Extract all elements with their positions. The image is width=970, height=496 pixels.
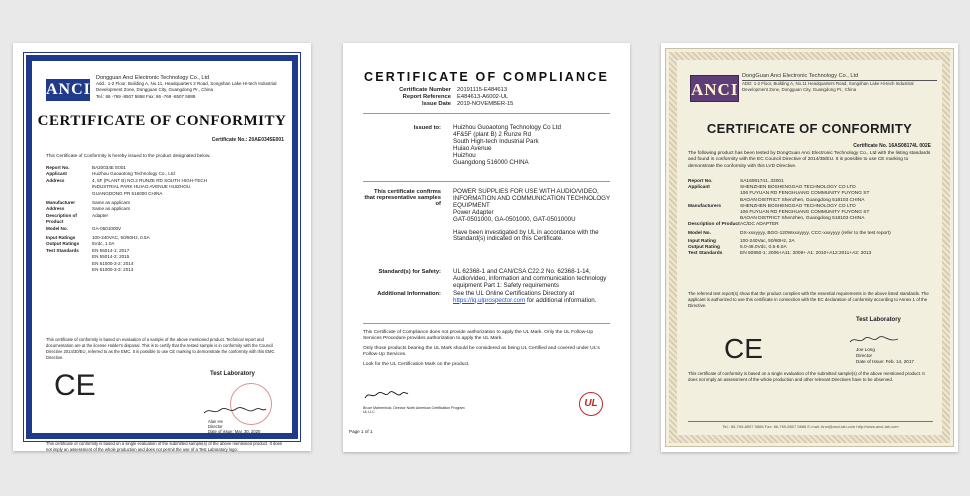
field-value: SA16081741. 32001: [740, 179, 784, 184]
field-value: Same as applicant: [92, 206, 130, 212]
issued-to-value: Huizhou Guoaotong Technology Co Ltd 4F&5F (plant B) 2 Runze Rd South High-tech Industrial Park Huiao Avenue Huizhou Guangdong 516000 CHINA: [453, 124, 561, 166]
ul-mark-icon: UL: [579, 392, 603, 416]
additional-info-label: Additional Information:: [377, 290, 441, 297]
field-row: [688, 222, 935, 228]
field-label: Report No.: [46, 165, 70, 170]
field-label: Output Ratings: [46, 241, 80, 247]
additional-info-suffix: for additional information.: [525, 296, 597, 304]
divider: [363, 113, 610, 114]
field-label: Model No.: [688, 230, 711, 236]
company-contact: Tel.: 86-769-8507 5868 Fax: 86-769-8507 5888 E-mail: Anci@anci-lab.com http://www.anci-lab.com: [688, 421, 933, 429]
field-label: Input Rating: [688, 238, 716, 244]
standards-value: UL 62368-1 and CAN/CSA C22.2 No. 62368-1-14, Audio/video, information and communication technology equipment Part 1: Safety requirements: [453, 268, 607, 289]
field-value: EN 55014-1: 2017 EN 55014-2: 2015 EN 61000-3-2: 2014 EN 61000-3-3: 2013: [92, 247, 134, 273]
certificate-notice: The referred test report(s) show that the product complies with the essential requirements in the above listed standards. The applicant is authorized to use this certificate in connection with the EC declaration of conformity according to Annex 1 of the Directive.: [688, 291, 929, 308]
issue-date: Date of issue: Mar. 30, 2020: [208, 429, 261, 435]
field-label: Manufacturers: [688, 203, 722, 209]
note-look-for-mark: Look for the UL Certification Mark on the product.: [363, 362, 470, 367]
header-label: Report Reference: [402, 94, 451, 100]
field-row: [688, 251, 935, 257]
investigated-statement: Have been investigated by UL in accordance with the Standard(s) indicated on this Certificate.: [453, 228, 599, 243]
signer-block: [208, 419, 260, 435]
field-label: Address: [46, 177, 65, 183]
signature-icon: [363, 389, 409, 401]
certificate-fields: [46, 165, 286, 274]
certificate-title: CERTIFICATE OF CONFORMITY: [706, 121, 913, 136]
standards-section: [363, 269, 615, 305]
certificate-card-anci-lvd[interactable]: [661, 43, 958, 452]
field-value: SHENZHEN BOSHENGGAO TECHNOLOGY CO LTD 106 FUYUAN RD FENGHUANG COMMUNITY FUYONG ST BAOAN DISTRICT Shenzhen, Guangdong 518103 CHINA: [740, 203, 870, 222]
field-row: [46, 213, 286, 226]
signer-title: Director: [856, 353, 873, 358]
certificate-border: [665, 48, 954, 447]
signer-block: [363, 388, 465, 414]
signer-block: [856, 347, 914, 365]
company-contact: Tel.: 86 -769 -8507 5868 Fax: 86 -769 -8507 5888: [96, 93, 196, 99]
issue-date: Date of Issue: Feb. 14, 2017: [856, 359, 914, 364]
company-name: DongGuan Anci Electronic Technology Co., Ltd: [742, 73, 859, 79]
anci-logo: ANCI: [690, 75, 739, 102]
certificate-fields: [688, 179, 935, 257]
field-value: 5Vdc, 1.0A: [92, 241, 115, 247]
field-label: Description of Product: [688, 222, 740, 228]
divider: [363, 181, 610, 182]
certificate-intro: This Certificate of Conformity is hereby issued to the product designated below.: [46, 153, 211, 158]
field-value: SHENZHEN BOSHENGGAO TECHNOLOGY CO LTD 106 FUYUAN RD FENGHUANG COMMUNITY FUYONG ST BAOAN DISTRICT Shenzhen, Guangdong 518103 CHINA: [740, 185, 870, 203]
field-row: [688, 204, 935, 223]
certificate-card-ul[interactable]: [343, 43, 630, 452]
field-value: Same as applicant: [92, 200, 130, 206]
header-label: Certificate Number: [399, 87, 451, 93]
header-value: 2019-NOVEMBER-15: [457, 101, 514, 107]
confirms-label: This certificate confirms that representative samples of: [364, 189, 441, 207]
anci-logo: ANCI: [46, 79, 90, 101]
field-label: Applicant: [46, 171, 67, 177]
certificate-card-anci-emc[interactable]: [13, 43, 311, 451]
header-row: [363, 87, 611, 94]
signer-name: Bruce Mahrenholz, Director North American Certification Program: [363, 406, 465, 410]
signature-icon: [202, 406, 268, 416]
certificate-number: Certificate No.: 20AE0345E001: [211, 137, 284, 143]
certificate-intro: The following product has been tested by DongGuan Anci Electronic Technology Co., Ltd with the listing standards and found in conformity with the EC Council Directive of 2014/35/EU. It is possible to use CE marking to demonstrate the conformity with this LVD Directive.: [688, 151, 931, 169]
header-label: Issue Date: [422, 101, 451, 107]
additional-info-text: See the UL Online Certifications Directory at: [453, 289, 575, 297]
certificate-notice: This certificate of conformity is based on evaluation of a sample of the above mentioned product. Technical report and documentation are at the license Holder's disposal. This is to certify that the tested sample is in conformity with the Council Directive 2014/30/EU, referred to as the EMC. It is possible to use CE marking to demonstrate the conformity with this EMC Directive.: [46, 337, 275, 360]
signer-name: Alan He: [208, 419, 223, 424]
company-address: Add.: 1-2 Floor, Building A, No.11, Headquarters 2 Road, Songshan Lake Hi-tech Industrial Development Zone, Dongguan City, Guangdong Pr., China: [96, 81, 277, 93]
signer-name: Joe Long: [856, 347, 875, 352]
field-row: [46, 178, 286, 197]
header-row: [363, 94, 611, 101]
field-value: Adapter: [92, 212, 109, 218]
company-header: [742, 73, 937, 93]
field-value: Huizhou Guoaotong Technology Co., Ltd: [92, 171, 175, 177]
field-value: 100-240VAC, 50/60Hz, 0.5A: [92, 235, 150, 241]
ce-mark-icon: CE: [724, 333, 763, 364]
field-label: Output Rating: [688, 245, 720, 251]
certificate-notes: [363, 330, 612, 368]
company-name: Dongguan Anci Electronic Technology Co., Ltd: [96, 75, 210, 81]
field-row: [688, 231, 935, 237]
certificate-title: CERTIFICATE OF COMPLIANCE: [363, 70, 610, 84]
header-row: [363, 101, 611, 108]
product-description: POWER SUPPLIES FOR USE WITH AUDIO/VIDEO, INFORMATION AND COMMUNICATION TECHNOLOGY EQUIPMENT Power Adapter GAT-0501000, GA-0501000, GAT-0501000U: [453, 188, 610, 223]
note-follow-up: Only those products bearing the UL Mark should be considered as being UL Certified and covered under UL's Follow-Up Services.: [363, 346, 600, 357]
ce-mark-icon: CE: [54, 369, 96, 402]
test-laboratory-label: Test Laboratory: [856, 317, 901, 323]
field-label: Manufacturer: [46, 200, 76, 206]
company-header: [96, 75, 286, 100]
header-value: 20191115-E484613: [457, 87, 508, 93]
company-address: ADD: 1-2 Floor, Building A, No.11 Headquarters Road, Songshan Lake Hi-tech Industrial Development Zone, Dongguan City, Guangdong Pr., China: [742, 81, 914, 92]
field-value: AC/DC ADAPTER: [740, 222, 779, 228]
field-row: [688, 185, 935, 204]
field-value: 4, 5F (PLANT B) NO.2 RUNZE RD SOUTH HIGH-TECH INDUSTRIAL PARK HUIAO AVENUE HUIZHOU GUANGDONG PR 516000 CHINA: [92, 177, 208, 196]
header-value: E484613-A6002-UL: [457, 94, 509, 100]
field-value: DX-xxxyyyy, BGG-120Wxxxyyyy, CCC-xxxyyyy (refer to the test report): [740, 230, 891, 236]
field-label: Report No.: [688, 179, 713, 184]
field-label: Test Standards: [688, 251, 723, 257]
field-value: BA20034E E001: [92, 165, 126, 170]
field-row: [46, 226, 286, 232]
field-label: Input Ratings: [46, 235, 76, 241]
field-label: Test Standards: [46, 247, 79, 253]
issued-to-section: [363, 125, 615, 166]
certificate-number: Certificate No. 16AS08174L 002E: [853, 143, 931, 149]
product-section: [363, 189, 615, 243]
note-authorization: This Certificate of Compliance does not provide authorization to apply the UL Mark. Only the UL Follow-Up Services Procedure provides authorization to apply the UL Mark.: [363, 330, 594, 341]
certificate-footnote: This certificate of conformity is based on a single evaluation of the submitted sample(s) of the above mentioned product. It does not imply an assessment of the whole production and does not permit the use of a Test Laboratory logo.: [46, 441, 283, 452]
test-laboratory-label: Test Laboratory: [210, 371, 255, 377]
divider: [363, 323, 610, 324]
signer-org: UL LLC: [363, 410, 375, 415]
field-row: [46, 248, 286, 274]
issued-to-label: Issued to:: [413, 125, 441, 131]
field-value: EN 60950-1: 2006+A11: 2009+ A1: 2010+A12:2011+A2: 2013: [740, 251, 872, 257]
page-number: Page 1 of 1: [349, 429, 373, 434]
field-value: 5.0-48.0Vdc, 0.5-8.0A: [740, 245, 787, 251]
signature-icon: [848, 335, 900, 345]
signer-title: Director: [208, 424, 223, 430]
certificate-header: [363, 87, 611, 108]
field-value: GA-0501000V: [92, 225, 122, 231]
certificate-title: CERTIFICATE OF CONFORMITY: [37, 113, 287, 129]
field-label: Description of Product: [46, 212, 77, 225]
standards-label: Standard(s) for Safety:: [378, 269, 441, 275]
certificate-border: [26, 55, 298, 452]
ul-directory-link[interactable]: https://iq.ulprospector.com: [453, 296, 526, 304]
certificate-footnote: This certificate of conformity is based on a single evaluation of the submitted sample(s) of the above mentioned product. It does not imply an assessment of the whole production and other relevant Directives have to be observed.: [688, 371, 925, 382]
field-label: Applicant: [688, 185, 710, 191]
field-value: 100-240Vac, 50/60Hz, 2A: [740, 238, 795, 244]
field-label: Model No.: [46, 225, 68, 231]
field-label: Address: [46, 206, 65, 212]
